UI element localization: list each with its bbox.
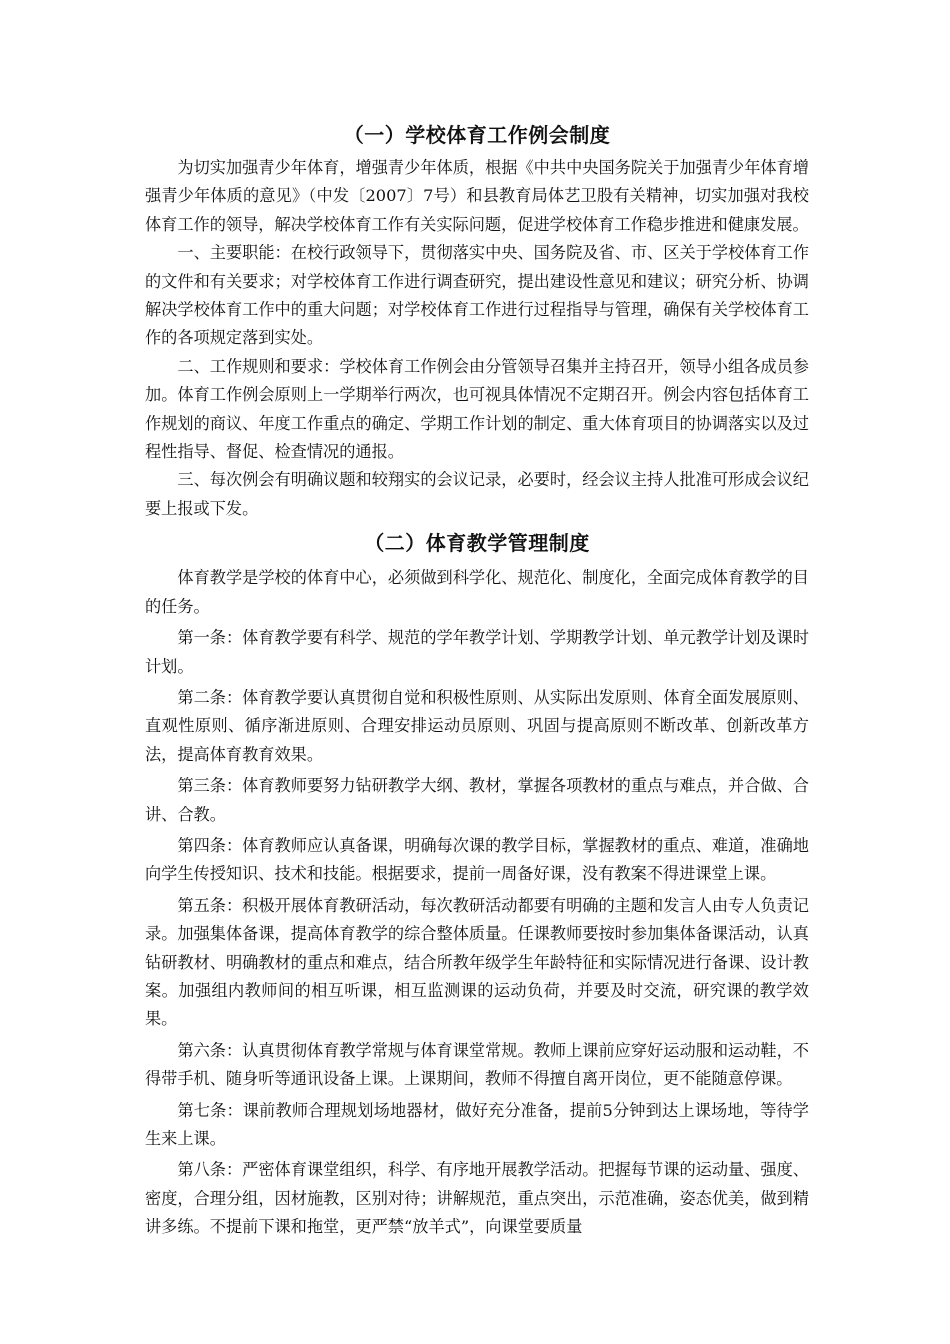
paragraph-teaching-intro: 体育教学是学校的体育中心，必须做到科学化、规范化、制度化，全面完成体育教学的目的任务。 [145, 568, 809, 616]
paragraph-article-7: 第七条：课前教师合理规划场地器材，做好充分准备，提前5分钟到达上课场地，等待学生来上课。 [145, 1100, 809, 1148]
paragraph-article-5: 第五条：积极开展体育教研活动，每次教研活动都要有明确的主题和发言人由专人负责记录。加强集体备课，提高体育教学的综合整体质量。任课教师要按时参加集体备课活动，认真钻研教材、明确教材的重点和难点，结合所教年级学生年龄特征和实际情况进行备课、设计教案。加强组内教师间的相互听课，相互监测课的运动负荷，并要及时交流，研究课的教学效果。 [145, 895, 809, 1029]
paragraph-article-6: 第六条：认真贯彻体育教学常规与体育课堂常规。教师上课前应穿好运动服和运动鞋，不得带手机、随身听等通讯设备上课。上课期间，教师不得擅自离开岗位，更不能随意停课。 [145, 1040, 809, 1089]
paragraph-article-4: 第四条：体育教师应认真备课，明确每次课的教学目标，掌握教材的重点、难道，准确地向学生传授知识、技术和技能。根据要求，提前一周备好课，没有教案不得进课堂上课。 [145, 835, 809, 884]
paragraph-intro: 为切实加强青少年体育，增强青少年体质，根据《中共中央国务院关于加强青少年体育增强青少年体质的意见》（中发〔2007〕7号）和县教育局体艺卫股有关精神，切实加强对我校体育工作的领导，解决学校体育工作有关实际问题，促进学校体育工作稳步推进和健康发展。 [145, 158, 809, 234]
paragraph-meeting-records: 三、每次例会有明确议题和较翔实的会议记录，必要时，经会议主持人批准可形成会议纪要上报或下发。 [145, 470, 809, 518]
paragraph-article-3: 第三条：体育教师要努力钻研教学大纲、教材，掌握各项教材的重点与难点，并合做、合讲、合教。 [145, 776, 809, 824]
paragraph-main-functions: 一、主要职能：在校行政领导下，贯彻落实中央、国务院及省、市、区关于学校体育工作的文件和有关要求；对学校体育工作进行调查研究，提出建设性意见和建议；研究分析、协调解决学校体育工作中的重大问题；对学校体育工作进行过程指导与管理，确保有关学校体育工作的各项规定落到实处。 [145, 243, 809, 348]
paragraph-rules-requirements: 二、工作规则和要求：学校体育工作例会由分管领导召集并主持召开，领导小组各成员参加。体育工作例会原则上一学期举行两次，也可视具体情况不定期召开。例会内容包括体育工作规划的商议、年度工作重点的确定、学期工作计划的制定、重大体育项目的协调落实以及过程性指导、督促、检查情况的通报。 [145, 356, 809, 462]
section-title-weekly-meeting: （一）学校体育工作例会制度 [343, 123, 611, 147]
document-page [145, 118, 809, 1242]
section-title-teaching-management: （二）体育教学管理制度 [364, 531, 590, 556]
paragraph-article-1: 第一条：体育教学要有科学、规范的学年教学计划、学期教学计划、单元教学计划及课时计划。 [145, 628, 809, 676]
paragraph-article-2: 第二条：体育教学要认真贯彻自觉和积极性原则、从实际出发原则、体育全面发展原则、直观性原则、循序渐进原则、合理安排运动员原则、巩固与提高原则不断改革、创新改革方法，提高体育教育效果。 [145, 687, 809, 764]
paragraph-article-8: 第八条：严密体育课堂组织，科学、有序地开展教学活动。把握每节课的运动量、强度、密度，合理分组，因材施教，区别对待；讲解规范，重点突出，示范准确，姿态优美，做到精讲多练。不提前下课和拖堂，更严禁“放羊式”，向课堂要质量 [145, 1160, 809, 1237]
